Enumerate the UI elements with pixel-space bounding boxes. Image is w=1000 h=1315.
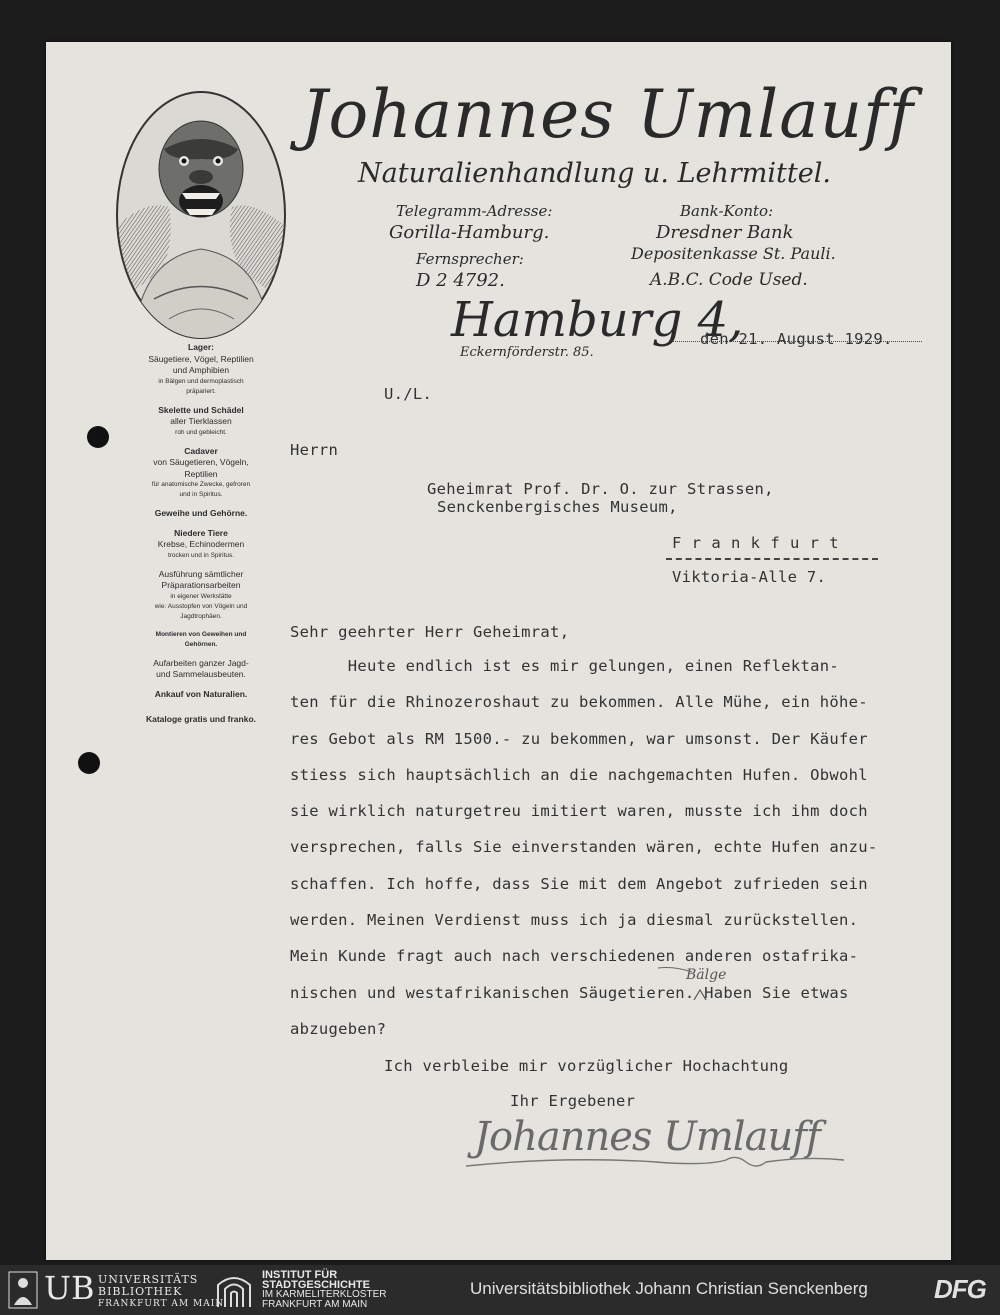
sidebar-line: Säugetiere, Vögel, Reptilien — [148, 353, 254, 364]
closing-line: Ich verbleibe mir vorzüglicher Hochachtung — [384, 1057, 789, 1075]
sidebar-line: und in Spiritus. — [179, 491, 223, 498]
sidebar-line: Skelette und Schädel — [158, 404, 244, 415]
punch-hole-top — [87, 426, 109, 448]
sidebar-line: Gehörnen. — [184, 640, 218, 648]
body-line: sie wirklich naturgetreu imitiert waren, musste ich ihm doch — [290, 802, 868, 821]
street-script: Eckernförderstr. 85. — [460, 345, 594, 360]
sidebar-line: Jagdtrophäen. — [180, 612, 222, 620]
sidebar-line: Krebse, Echinodermen — [157, 539, 245, 549]
sidebar-line: Geweihe und Gehörne. — [154, 508, 248, 518]
bank-label: Bank-Konto: — [680, 202, 774, 220]
isg-logo-icon — [214, 1271, 254, 1309]
sidebar-line: und Amphibien — [172, 365, 230, 375]
isg-line-3: IM KARMELITERKLOSTER — [262, 1289, 387, 1300]
footer-center-text: Universitätsbibliothek Johann Christian Senckenberg — [470, 1279, 868, 1298]
body-line: werden. Meinen Verdienst muss ich ja diesmal zurückstellen. — [290, 911, 859, 930]
sidebar-line: Ankauf von Naturalien. — [154, 688, 248, 699]
sidebar-line: und Sammelausbeuten. — [156, 669, 246, 679]
recipient-name: Geheimrat Prof. Dr. O. zur Strassen, — [427, 480, 774, 498]
bank-name: Dresdner Bank — [656, 222, 794, 243]
sidebar-line: Montieren von Geweihen und — [155, 630, 247, 638]
letter-body — [290, 657, 878, 1056]
sidebar-line: Ausführung sämtlicher — [158, 568, 244, 579]
company-name: Johannes Umlauff — [301, 76, 914, 153]
city-underline — [666, 558, 878, 560]
body-line: versprechen, falls Sie einverstanden wären, echte Hufen anzu- — [290, 838, 878, 857]
sidebar-line: in Bälgen und dermoplastisch — [158, 377, 244, 385]
sidebar-line: Lager: — [188, 342, 214, 352]
signature-flourish-icon — [466, 1150, 846, 1174]
sidebar-line: Aufarbeiten ganzer Jagd- — [153, 657, 249, 668]
insert-mark-icon — [654, 966, 714, 1006]
telegram-value: Gorilla-Hamburg. — [389, 222, 550, 243]
body-line: ten für die Rhinozeroshaut zu bekommen. Alle Mühe, ein höhe- — [290, 693, 868, 712]
handwritten-insert: Bälge — [686, 967, 727, 983]
handwritten-signature: Johannes Umlauff — [474, 1114, 820, 1160]
greeting: Sehr geehrter Herr Geheimrat, — [290, 623, 570, 641]
phone-value: D 2 4792. — [416, 270, 505, 291]
ub-crest-icon — [8, 1271, 38, 1309]
body-line: nischen und westafrikanischen Säugetieren. Haben Sie etwas — [290, 983, 849, 1002]
recipient-institution: Senckenbergisches Museum, — [437, 498, 678, 516]
sidebar-line: wie: Ausstopfen von Vögeln und — [154, 602, 248, 610]
sidebar-line: trocken und in Spiritus. — [167, 551, 235, 559]
sidebar-line: von Säugetieren, Vögeln, — [153, 457, 249, 467]
ub-text-block — [98, 1274, 224, 1310]
ub-line-3: FRANKFURT AM MAIN — [98, 1299, 225, 1309]
sidebar-line: für anatomische Zwecke, gefroren — [151, 481, 251, 488]
sidebar-line: Kataloge gratis und franko. — [145, 714, 257, 724]
sign-off: Ihr Ergebener — [510, 1092, 636, 1110]
code-used: A.B.C. Code Used. — [650, 270, 808, 290]
sidebar-line: Reptilien — [184, 468, 218, 479]
ub-line-2: BIBLIOTHEK — [98, 1285, 183, 1298]
phone-label: Fernsprecher: — [416, 250, 524, 268]
sidebar-line: Niedere Tiere — [174, 527, 228, 538]
recipient-city: F r a n k f u r t — [672, 534, 840, 552]
gorilla-portrait-icon — [114, 89, 288, 341]
body-line: res Gebot als RM 1500.- zu bekommen, war umsonst. Der Käufer — [290, 729, 868, 748]
sidebar-services — [114, 342, 288, 726]
body-line: abzugeben? — [290, 1019, 387, 1038]
sidebar-line: roh und gebleicht. — [175, 428, 227, 436]
footer-bar — [0, 1265, 1000, 1315]
city-script: Hamburg 4, — [451, 292, 744, 348]
sidebar-line: in eigener Werkstätte — [170, 592, 232, 600]
isg-text-block — [262, 1270, 386, 1310]
sidebar-line: präpariert. — [186, 387, 216, 395]
isg-line-4: FRANKFURT AM MAIN — [262, 1299, 368, 1310]
letter-reference: U./L. — [384, 385, 433, 403]
body-line: stiess sich hauptsächlich an die nachgemachten Hufen. Obwohl — [290, 765, 868, 784]
recipient-salutation: Herrn — [290, 441, 339, 459]
telegram-label: Telegramm-Adresse: — [396, 202, 553, 220]
sidebar-line: Cadaver — [184, 445, 218, 456]
bank-branch: Depositenkasse St. Pauli. — [631, 244, 836, 263]
isg-line-1: INSTITUT FÜR — [262, 1269, 338, 1281]
body-line: schaffen. Ich hoffe, dass Sie mit dem Angebot zufrieden sein — [290, 874, 868, 893]
ub-line-1: UNIVERSITÄTS — [98, 1273, 199, 1286]
dfg-logo: DFG — [934, 1274, 986, 1304]
body-line: Heute endlich ist es mir gelungen, einen Reflektan- — [290, 657, 840, 675]
letter-page — [46, 42, 951, 1260]
letter-date: den 21. August 1929. — [700, 330, 893, 348]
company-subtitle: Naturalienhandlung u. Lehrmittel. — [358, 158, 831, 189]
sidebar-line: aller Tierklassen — [170, 416, 232, 426]
recipient-street: Viktoria-Alle 7. — [672, 568, 827, 586]
ub-mark: UB — [44, 1269, 95, 1307]
punch-hole-bottom — [78, 752, 100, 774]
body-line: Mein Kunde fragt auch nach verschiedenen anderen ostafrika- — [290, 947, 859, 966]
sidebar-line: Präparationsarbeiten — [161, 580, 241, 590]
isg-line-2: STADTGESCHICHTE — [262, 1279, 370, 1291]
